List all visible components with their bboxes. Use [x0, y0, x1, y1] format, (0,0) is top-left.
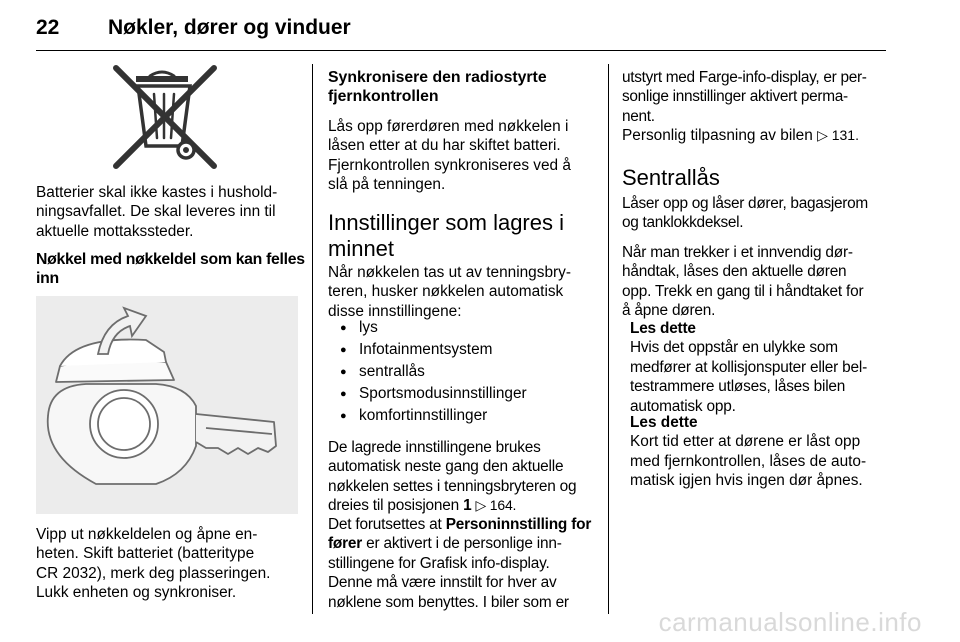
- section-heading-memory: Innstillinger som lagres i minnet: [328, 210, 564, 261]
- list-item: ● Sportsmodusinnstillinger: [328, 383, 598, 405]
- column-divider: [608, 64, 609, 614]
- memory-usage-text: De lagrede innstillingene brukes automatisk neste gang den aktuelle nøkkelen settes i tenningsbryteren og dreies til posisjonen 1 ▷ 164.: [328, 439, 577, 515]
- section-heading-central-locking: Sentrallås: [622, 165, 720, 190]
- chapter-title: Nøkler, dører og vinduer: [108, 16, 351, 39]
- list-item: ● sentrallås: [328, 361, 598, 383]
- personal-customization-link: Personlig tilpasning av bilen ▷ 131.: [622, 127, 859, 144]
- watermark: carmanualsonline.info: [658, 607, 922, 637]
- central-locking-text: Låser opp og låser dører, bagasjerom og tanklokkdeksel.: [622, 195, 868, 232]
- sync-text: Lås opp førerdøren med nøkkelen i låsen etter at du har skiftet batteri. Fjernkontrollen synkroniseres ved å slå på tenningen.: [328, 118, 571, 194]
- door-handle-text: Når man trekker i et innvendig dør- håndtak, låses den aktuelle døren opp. Trekk en gang til i håndtaket for å åpne døren.: [622, 244, 864, 320]
- memory-settings-list: [328, 317, 598, 427]
- section-heading-folding-key: Nøkkel med nøkkeldel som kan felles inn: [36, 251, 305, 288]
- key-battery-illustration: [36, 296, 298, 514]
- note-title: Les dette: [630, 320, 696, 337]
- note-auto-relock: Les dette Kort tid etter at dørene er låst opp med fjernkontrollen, låses de auto- matisk igjen hvis ingen dør åpnes.: [622, 413, 892, 491]
- personal-setting-text: Det forutsettes at Personinnstilling for fører er aktivert i de personlige inn- stillingene for Grafisk info-display. Denne må være innstilt for hver av nøklene som benyttes. I biler som er: [328, 516, 592, 611]
- page-reference-link[interactable]: ▷ 164.: [475, 497, 517, 514]
- page-header: [36, 16, 886, 51]
- list-item: ● lys: [328, 317, 598, 339]
- memory-intro: Når nøkkelen tas ut av tenningsbry- teren, husker nøkkelen automatisk disse innstillingene:: [328, 264, 571, 320]
- column-divider: [312, 64, 313, 614]
- note-crash-unlock: Les dette Hvis det oppstår en ulykke som medfører at kollisjonsputer eller bel- testrammere utløses, låses bilen automatisk opp.: [622, 319, 892, 416]
- list-item: ● Infotainmentsystem: [328, 339, 598, 361]
- section-heading-sync: Synkronisere den radiostyrte fjernkontrollen: [328, 69, 547, 106]
- list-item: ● komfortinnstillinger: [328, 405, 598, 427]
- page-number: 22: [36, 16, 60, 39]
- page-reference-link[interactable]: ▷ 131.: [817, 127, 859, 143]
- battery-disposal-text: Batterier skal ikke kastes i hushold- ningsavfallet. De skal leveres inn til aktuelle mottakssteder.: [36, 184, 278, 240]
- bin-icon: [110, 64, 220, 170]
- continued-text: utstyrt med Farge-info-display, er per- sonlige innstillinger aktivert perma- nent.: [622, 69, 867, 125]
- battery-change-instructions: Vipp ut nøkkeldelen og åpne en- heten. Skift batteriet (batteritype CR 2032), merk deg plasseringen. Lukk enheten og synkroniser.: [36, 526, 271, 602]
- note-title: Les dette: [630, 414, 698, 431]
